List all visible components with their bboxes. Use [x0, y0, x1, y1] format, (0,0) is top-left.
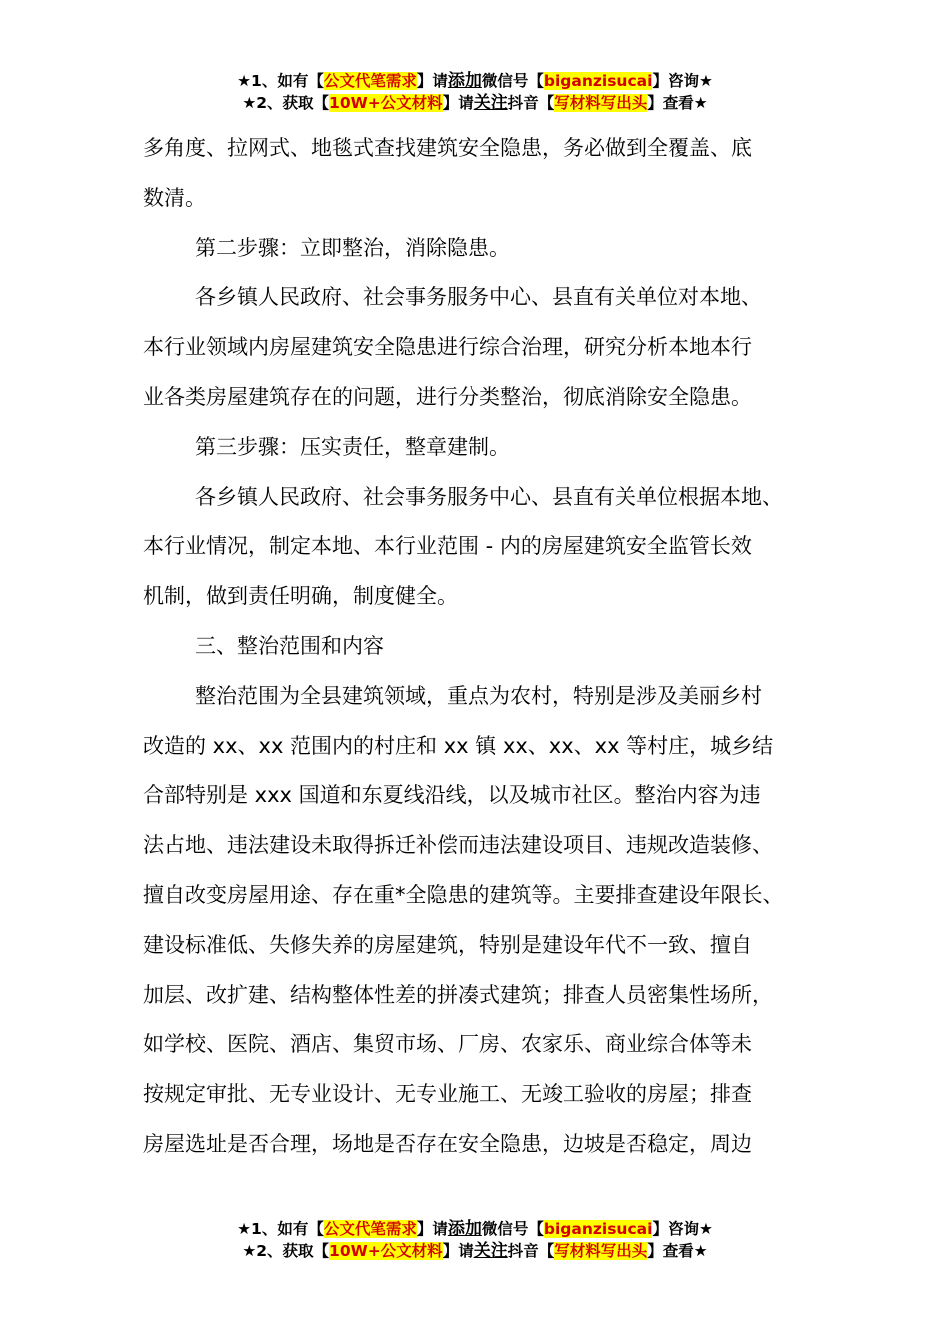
banner-text: 抖音【: [507, 94, 555, 112]
text-line: 法占地、违法建设未取得拆迁补偿而违法建设项目、违规改造装修、: [143, 833, 773, 858]
header-banner: [0, 70, 950, 114]
banner-text: ★1、如有【: [237, 72, 324, 90]
text-line: 第二步骤：立即整治，消除隐患。: [195, 235, 510, 260]
document-body: [143, 124, 823, 1170]
step-heading: [143, 224, 823, 274]
text-line: 擅自改变房屋用途、存在重*全隐患的建筑等。主要排查建设年限长、: [143, 882, 784, 907]
banner-text: 】咨询★: [652, 72, 713, 90]
banner-emphasis: 添加: [447, 71, 482, 91]
highlight-materials: 10W+公文材料: [329, 94, 443, 112]
text-line: 多角度、拉网式、地毯式查找建筑安全隐患，务必做到全覆盖、底: [143, 136, 752, 160]
highlight-wechat-id: biganzisucai: [543, 1220, 653, 1238]
highlight-service: 公文代笔需求: [323, 1220, 417, 1238]
banner-text: 】请: [416, 72, 448, 90]
banner-line-1: [0, 70, 950, 92]
banner-text: ★1、如有【: [237, 1220, 324, 1238]
text-line: 加层、改扩建、结构整体性差的拼凑式建筑；排查人员密集性场所，: [143, 982, 773, 1007]
banner-line-1: [0, 1218, 950, 1240]
text-line: 数清。: [143, 185, 206, 210]
banner-emphasis: 关注: [473, 1241, 508, 1261]
highlight-service: 公文代笔需求: [323, 72, 417, 90]
text-line: 各乡镇人民政府、社会事务服务中心、县直有关单位对本地、: [195, 285, 762, 310]
banner-text: ★2、获取【: [242, 94, 330, 112]
banner-line-2: [0, 1240, 950, 1262]
text-line: 三、整治范围和内容: [195, 633, 384, 658]
banner-text: 微信号【: [481, 72, 544, 90]
banner-text: 抖音【: [507, 1242, 555, 1260]
text-line: 机制，做到责任明确，制度健全。: [143, 584, 458, 609]
step-heading: [143, 423, 823, 473]
paragraph: [143, 124, 823, 224]
banner-text: 微信号【: [481, 1220, 544, 1238]
text-line: 建设标准低、失修失养的房屋建筑，特别是建设年代不一致、擅自: [143, 932, 752, 957]
text-line: 改造的 xx、xx 范围内的村庄和 xx 镇 xx、xx、xx 等村庄，城乡结: [143, 733, 774, 758]
banner-text: 】查看★: [647, 1242, 708, 1260]
text-line: 业各类房屋建筑存在的问题，进行分类整治，彻底消除安全隐患。: [143, 384, 752, 409]
paragraph: [143, 672, 823, 1170]
highlight-materials: 10W+公文材料: [329, 1242, 443, 1260]
text-line: 各乡镇人民政府、社会事务服务中心、县直有关单位根据本地、: [195, 484, 783, 509]
text-line: 合部特别是 xxx 国道和东夏线沿线，以及城市社区。整治内容为违: [143, 783, 761, 808]
text-line: 本行业情况，制定本地、本行业范围 - 内的房屋建筑安全监管长效: [143, 534, 752, 559]
banner-line-2: [0, 92, 950, 114]
highlight-wechat-id: biganzisucai: [543, 72, 653, 90]
text-line: 本行业领域内房屋建筑安全隐患进行综合治理，研究分析本地本行: [143, 335, 752, 360]
text-line: 房屋选址是否合理，场地是否存在安全隐患，边坡是否稳定，周边: [143, 1131, 752, 1156]
footer-banner: [0, 1218, 950, 1262]
banner-emphasis: 关注: [473, 93, 508, 113]
text-line: 整治范围为全县建筑领域，重点为农村，特别是涉及美丽乡村: [195, 683, 762, 708]
highlight-douyin-account: 写材料写出头: [554, 94, 648, 112]
text-line: 如学校、医院、酒店、集贸市场、厂房、农家乐、商业综合体等未: [143, 1032, 752, 1057]
section-heading: [143, 622, 823, 672]
text-line: 第三步骤：压实责任，整章建制。: [195, 434, 510, 459]
banner-emphasis: 添加: [447, 1219, 482, 1239]
banner-text: 】请: [416, 1220, 448, 1238]
paragraph: [143, 273, 823, 422]
text-line: 按规定审批、无专业设计、无专业施工、无竣工验收的房屋；排查: [143, 1082, 752, 1107]
banner-text: 】请: [442, 1242, 474, 1260]
banner-text: 】请: [442, 94, 474, 112]
banner-text: ★2、获取【: [242, 1242, 330, 1260]
banner-text: 】查看★: [647, 94, 708, 112]
highlight-douyin-account: 写材料写出头: [554, 1242, 648, 1260]
paragraph: [143, 473, 823, 622]
banner-text: 】咨询★: [652, 1220, 713, 1238]
